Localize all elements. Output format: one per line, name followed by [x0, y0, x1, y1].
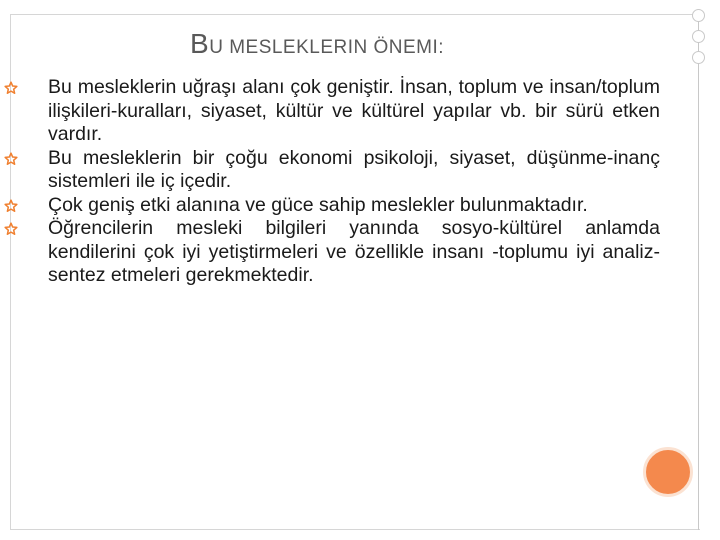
- bullet-item: [28, 76, 660, 147]
- star-icon: [4, 81, 18, 95]
- bullet-item: [28, 194, 660, 218]
- decorative-bead: [692, 30, 705, 43]
- star-icon: [4, 199, 18, 213]
- frame-top-line: [10, 14, 700, 15]
- star-icon: [4, 152, 18, 166]
- frame-bottom-line: [10, 529, 700, 530]
- title-first-letter: B: [190, 28, 210, 59]
- bullet-text: Öğrencilerin mesleki bilgileri yanında sosyo-kültürel anlamda kendilerini çok iyi yetiştirmeleri ve özellikle insanı -toplumu iyi analiz-sentez etmeleri gerekmektedir.: [48, 217, 660, 286]
- title-rest: U MESLEKLERIN ÖNEMI:: [209, 37, 445, 58]
- accent-circle: [643, 447, 693, 497]
- bullet-text: Bu mesleklerin uğraşı alanı çok geniştir. İnsan, toplum ve insan/toplum ilişkileri-kuralları, siyaset, kültür ve kültürel yapılar vb. bir sürü etken vardır.: [48, 76, 660, 145]
- slide-title: [190, 28, 690, 60]
- bullet-item: [28, 217, 660, 288]
- bullet-text: Çok geniş etki alanına ve güce sahip meslekler bulunmaktadır.: [48, 193, 588, 216]
- bullet-list: [28, 76, 660, 288]
- bullet-text: Bu mesleklerin bir çoğu ekonomi psikoloji, siyaset, düşünme-inanç sistemleri ile iç içedir.: [48, 146, 660, 192]
- decorative-bead: [692, 51, 705, 64]
- bullet-item: [28, 147, 660, 194]
- star-icon: [4, 222, 18, 236]
- decorative-bead: [692, 9, 705, 22]
- decorative-rail: [698, 14, 699, 530]
